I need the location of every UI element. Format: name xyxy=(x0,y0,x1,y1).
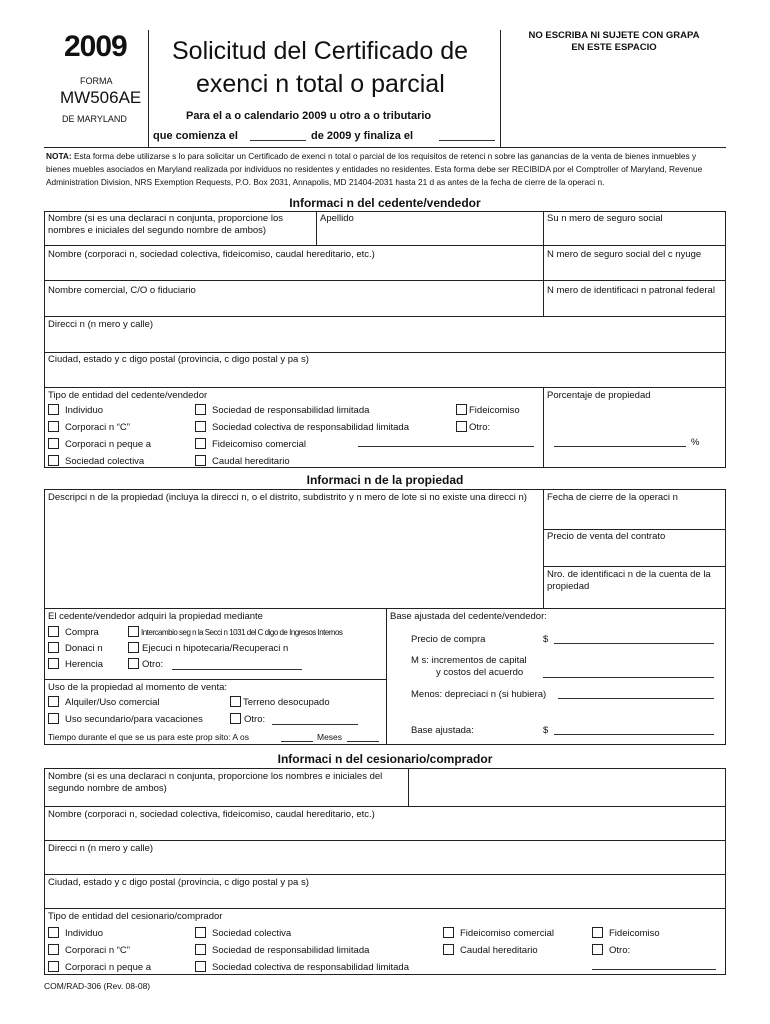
seller-trade-name-field[interactable]: Nombre comercial, C/O o fiduciario xyxy=(48,285,196,296)
period-end-label: de 2009 y finaliza el xyxy=(311,130,414,142)
form-title-line1: Solicitud del Certificado de xyxy=(172,37,468,65)
buyer-opt-estate[interactable]: Caudal hereditario xyxy=(443,944,538,957)
period-end-field[interactable] xyxy=(439,140,495,141)
seller-opt-individuo[interactable]: Individuo xyxy=(48,404,103,417)
acq-opt-otro[interactable]: Otro: xyxy=(128,658,163,671)
seller-ownership-input[interactable] xyxy=(554,446,686,447)
tax-year-line: Para el a o calendario 2009 u otro a o tributario xyxy=(186,110,432,122)
years-input[interactable] xyxy=(281,741,313,742)
period-start-label: que comienza el xyxy=(153,130,238,142)
seller-opt-corp-small[interactable]: Corporaci n peque a xyxy=(48,438,151,451)
use-other-input[interactable] xyxy=(272,724,358,725)
checkbox[interactable] xyxy=(230,696,241,707)
use-opt-secondary[interactable]: Uso secundario/para vacaciones xyxy=(48,713,203,726)
checkbox[interactable] xyxy=(48,404,59,415)
state-label: DE MARYLAND xyxy=(62,114,127,124)
buyer-opt-other[interactable]: Otro: xyxy=(592,944,630,957)
buyer-opt-corp-small[interactable]: Corporaci n peque a xyxy=(48,961,151,974)
checkbox[interactable] xyxy=(195,438,206,449)
form-title-line2: exenci n total o parcial xyxy=(196,70,445,98)
checkbox[interactable] xyxy=(592,927,603,938)
seller-opt-estate[interactable]: Caudal hereditario xyxy=(195,455,290,468)
seller-ein-field[interactable]: N mero de identificaci n patronal federal xyxy=(547,285,715,296)
contract-price-field[interactable]: Precio de venta del contrato xyxy=(547,531,666,542)
acq-opt-herencia[interactable]: Herencia xyxy=(48,658,103,671)
checkbox[interactable] xyxy=(456,404,467,415)
buyer-opt-corp-c[interactable]: Corporaci n “C” xyxy=(48,944,130,957)
closing-date-field[interactable]: Fecha de cierre de la operaci n xyxy=(547,492,678,503)
property-description-field[interactable]: Descripci n de la propiedad (incluya la direcci n, o el distrito, subdistrito y n mero de lote si no existe una direcci n) xyxy=(48,492,527,503)
buyer-other-input[interactable] xyxy=(592,969,716,970)
checkbox[interactable] xyxy=(48,713,59,724)
staple-warning-2: EN ESTE ESPACIO xyxy=(571,42,657,53)
capital-improvements-input[interactable] xyxy=(543,677,714,678)
note-line2: bienes muebles asociados en Maryland realizada por individuos no residentes y entidades no residentes. Esta forma debe ser RECIBIDA por el Comptroller of Maryland, Revenue xyxy=(46,164,703,174)
months-label: Meses xyxy=(317,732,343,742)
period-start-field[interactable] xyxy=(250,140,306,141)
buyer-section-heading: Informaci n del cesionario/comprador xyxy=(277,752,493,766)
adjusted-basis-total-label: Base ajustada: xyxy=(411,725,474,736)
form-code: MW506AE xyxy=(60,88,142,107)
depreciation-input[interactable] xyxy=(558,698,714,699)
settlement-costs-label: y costos del acuerdo xyxy=(436,667,524,678)
checkbox[interactable] xyxy=(456,421,467,432)
seller-other-input[interactable] xyxy=(358,446,534,447)
checkbox[interactable] xyxy=(195,961,206,972)
checkbox[interactable] xyxy=(592,944,603,955)
seller-opt-llc[interactable]: Sociedad de responsabilidad limitada xyxy=(195,404,369,417)
seller-opt-corp-c[interactable]: Corporaci n “C” xyxy=(48,421,130,434)
buyer-opt-partnership[interactable]: Sociedad colectiva xyxy=(195,927,291,940)
seller-opt-trust[interactable]: Fideicomiso xyxy=(456,404,520,417)
header-divider-left xyxy=(148,30,149,147)
acq-other-input[interactable] xyxy=(172,669,302,670)
checkbox[interactable] xyxy=(48,944,59,955)
checkbox[interactable] xyxy=(48,626,59,637)
header-divider-right xyxy=(500,30,501,147)
checkbox[interactable] xyxy=(443,944,454,955)
seller-opt-business-trust[interactable]: Fideicomiso comercial xyxy=(195,438,306,451)
buyer-address-field[interactable]: Direcci n (n mero y calle) xyxy=(48,843,154,854)
buyer-name-field[interactable]: Nombre (si es una declaraci n conjunta, proporcione los nombres e iniciales del segundo nombre de ambos) xyxy=(48,771,383,794)
seller-ssn-field[interactable]: Su n mero de seguro social xyxy=(547,213,663,224)
seller-entity-type-label: Tipo de entidad del cedente/vendedor xyxy=(48,390,208,401)
checkbox[interactable] xyxy=(195,944,206,955)
buyer-opt-llc[interactable]: Sociedad de responsabilidad limitada xyxy=(195,944,369,957)
use-opt-rental[interactable]: Alquiler/Uso comercial xyxy=(48,696,160,709)
checkbox[interactable] xyxy=(48,455,59,466)
checkbox[interactable] xyxy=(195,421,206,432)
property-section-heading: Informaci n de la propiedad xyxy=(306,473,464,487)
form-year: 2009 xyxy=(64,30,127,63)
buyer-opt-individuo[interactable]: Individuo xyxy=(48,927,103,940)
checkbox[interactable] xyxy=(195,455,206,466)
seller-opt-llp[interactable]: Sociedad colectiva de responsabilidad limitada xyxy=(195,421,409,434)
seller-name-field[interactable]: Nombre (si es una declaraci n conjunta, proporcione los nombres e iniciales del segundo nombre de ambos) xyxy=(48,213,283,236)
seller-spouse-ssn-field[interactable]: N mero de seguro social del c nyuge xyxy=(547,249,702,260)
acquisition-label: El cedente/vendedor adquiri la propiedad mediante xyxy=(48,611,263,622)
note-line1: Esta forma debe utilizarse s lo para solicitar un Certificado de exenci n total o parcial de los requisitos de retenci n sobre las ganancias de la venta de bienes inmuebles y xyxy=(71,151,697,161)
use-opt-land[interactable]: Terreno desocupado xyxy=(230,696,330,709)
percent-sign: % xyxy=(691,437,700,448)
buyer-city-field[interactable]: Ciudad, estado y c digo postal (provincia, c digo postal y pa s) xyxy=(48,877,309,888)
seller-opt-partnership[interactable]: Sociedad colectiva xyxy=(48,455,144,468)
buyer-corp-name-field[interactable]: Nombre (corporaci n, sociedad colectiva, fideicomiso, caudal hereditario, etc.) xyxy=(48,809,375,820)
note-line3: Administration Division, NRS Exemption Requests, P.O. Box 2031, Annapolis, MD 21404-2031 hasta 21 d as antes de la fecha de cierre de la operaci n. xyxy=(46,177,605,187)
seller-ownership-label: Porcentaje de propiedad xyxy=(547,390,651,401)
checkbox[interactable] xyxy=(48,961,59,972)
adjusted-basis-dollar: $ xyxy=(543,725,549,736)
acq-opt-compra[interactable]: Compra xyxy=(48,626,99,639)
seller-opt-other[interactable]: Otro: xyxy=(456,421,490,434)
use-label: Uso de la propiedad al momento de venta: xyxy=(48,682,228,693)
depreciation-label: Menos: depreciaci n (si hubiera) xyxy=(411,689,547,700)
note-paragraph xyxy=(46,150,702,189)
adjusted-basis-label: Base ajustada del cedente/vendedor: xyxy=(390,611,547,622)
seller-address-field[interactable]: Direcci n (n mero y calle) xyxy=(48,319,154,330)
purchase-price-label: Precio de compra xyxy=(411,634,486,645)
buyer-opt-business-trust[interactable]: Fideicomiso comercial xyxy=(443,927,554,940)
use-opt-other[interactable]: Otro: xyxy=(230,713,265,726)
staple-warning-1: NO ESCRIBA NI SUJETE CON GRAPA xyxy=(528,30,700,41)
acq-opt-ejecucion[interactable]: Ejecuci n hipotecaria/Recuperaci n xyxy=(128,642,288,655)
acq-opt-intercambio[interactable]: Intercambio seg n la Secci n 1031 del C digo de Ingresos Internos xyxy=(128,626,342,639)
checkbox[interactable] xyxy=(128,658,139,669)
checkbox[interactable] xyxy=(48,658,59,669)
checkbox[interactable] xyxy=(48,927,59,938)
note-label: NOTA: xyxy=(46,151,72,161)
buyer-entity-type-label: Tipo de entidad del cesionario/comprador xyxy=(48,911,223,922)
form-revision: COM/RAD-306 (Rev. 08-08) xyxy=(44,981,151,991)
checkbox[interactable] xyxy=(48,696,59,707)
seller-section-heading: Informaci n del cedente/vendedor xyxy=(289,196,481,210)
seller-city-field[interactable]: Ciudad, estado y c digo postal (provincia, c digo postal y pa s) xyxy=(48,354,309,365)
seller-corp-name-field[interactable]: Nombre (corporaci n, sociedad colectiva, fideicomiso, caudal hereditario, etc.) xyxy=(48,249,375,260)
checkbox[interactable] xyxy=(48,642,59,653)
checkbox[interactable] xyxy=(195,404,206,415)
forma-label: FORMA xyxy=(80,76,113,86)
purchase-price-dollar: $ xyxy=(543,634,549,645)
checkbox[interactable] xyxy=(443,927,454,938)
buyer-opt-llp[interactable]: Sociedad colectiva de responsabilidad limitada xyxy=(195,961,409,974)
checkbox[interactable] xyxy=(230,713,241,724)
property-account-id-field[interactable]: Nro. de identificaci n de la cuenta de la propiedad xyxy=(547,569,711,592)
checkbox[interactable] xyxy=(48,421,59,432)
seller-lastname-field[interactable]: Apellido xyxy=(320,213,354,224)
acq-opt-donacion[interactable]: Donaci n xyxy=(48,642,103,655)
adjusted-basis-input[interactable] xyxy=(554,734,714,735)
checkbox[interactable] xyxy=(128,642,139,653)
capital-improvements-label: M s: incrementos de capital xyxy=(411,655,527,666)
months-input[interactable] xyxy=(347,741,379,742)
checkbox[interactable] xyxy=(128,626,139,637)
purchase-price-input[interactable] xyxy=(554,643,714,644)
buyer-opt-trust[interactable]: Fideicomiso xyxy=(592,927,660,940)
checkbox[interactable] xyxy=(48,438,59,449)
time-used-label: Tiempo durante el que se us para este prop sito: A os xyxy=(48,732,249,742)
header-bottom-rule xyxy=(44,147,726,148)
checkbox[interactable] xyxy=(195,927,206,938)
